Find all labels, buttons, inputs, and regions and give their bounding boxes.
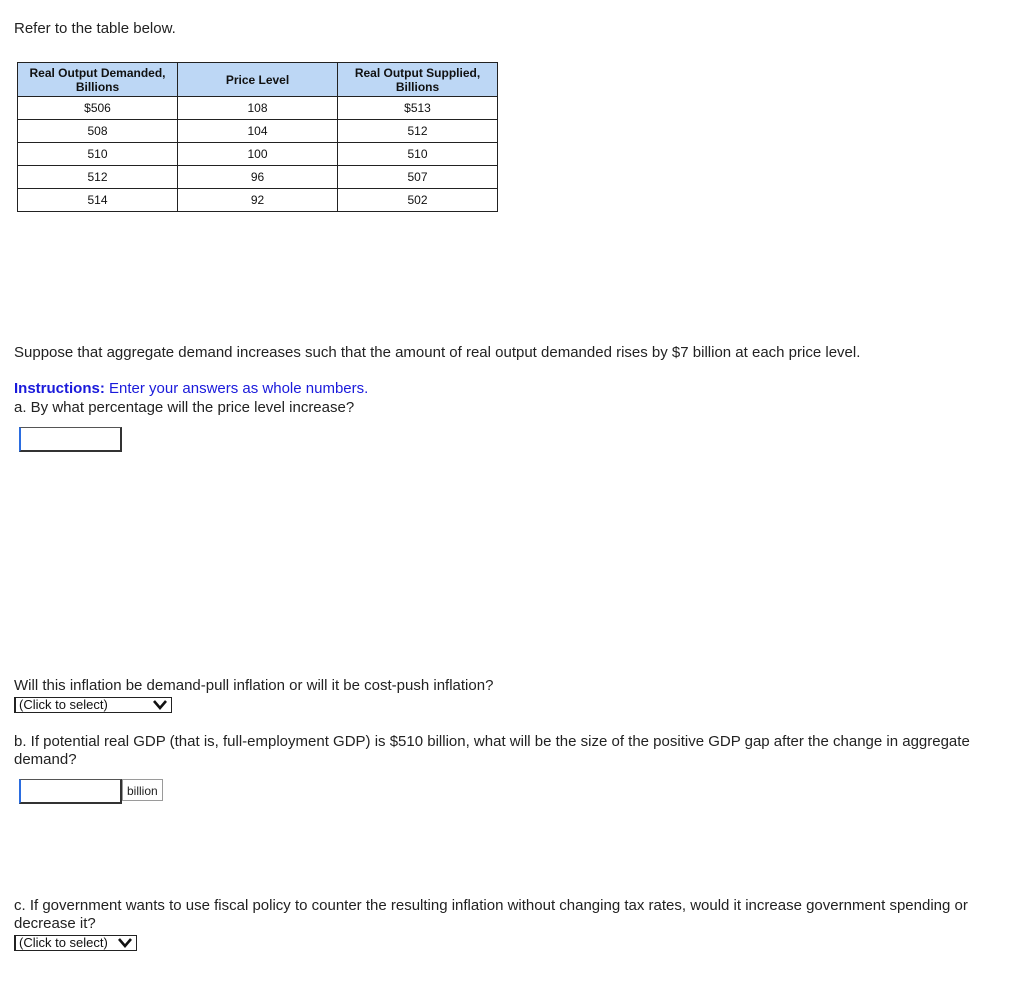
question-c: c. If government wants to use fiscal policy to counter the resulting inflation without changing tax rates, would it increase government spending or decrease it? — [14, 897, 968, 932]
billion-unit-label: billion — [122, 779, 163, 801]
table-cell: 96 — [178, 166, 338, 189]
spending-change-select[interactable] — [14, 935, 137, 951]
table-cell: 510 — [338, 143, 498, 166]
table-cell: 510 — [18, 143, 178, 166]
inflation-type-select[interactable] — [14, 697, 172, 713]
table-row — [18, 189, 498, 212]
table-cell: 512 — [338, 120, 498, 143]
instructions-text: Enter your answers as whole numbers. — [104, 380, 369, 397]
table-row — [18, 120, 498, 143]
table-cell: $513 — [338, 97, 498, 120]
table-cell: 100 — [178, 143, 338, 166]
table-header-row — [18, 63, 498, 97]
table-cell: $506 — [18, 97, 178, 120]
header-real-output-demanded: Real Output Demanded, Billions — [18, 63, 178, 97]
table-cell: 502 — [338, 189, 498, 212]
answer-b-input[interactable] — [19, 779, 122, 804]
table-cell: 92 — [178, 189, 338, 212]
chevron-down-icon — [118, 937, 132, 949]
spending-change-select-value: (Click to select) — [19, 935, 108, 950]
data-table — [17, 62, 498, 212]
answer-a-input[interactable] — [19, 427, 122, 452]
question-b: b. If potential real GDP (that is, full-employment GDP) is $510 billion, what will be the size of the positive GDP gap after the change in aggregate demand? — [14, 733, 970, 768]
table-cell: 512 — [18, 166, 178, 189]
table-cell: 514 — [18, 189, 178, 212]
inflation-type-select-value: (Click to select) — [19, 697, 108, 712]
header-real-output-supplied: Real Output Supplied, Billions — [338, 63, 498, 97]
table-row — [18, 143, 498, 166]
instructions — [14, 380, 368, 398]
table-cell: 507 — [338, 166, 498, 189]
table-cell: 508 — [18, 120, 178, 143]
intro-text: Refer to the table below. — [14, 20, 176, 37]
table-cell: 108 — [178, 97, 338, 120]
header-price-level: Price Level — [178, 63, 338, 97]
table-row — [18, 166, 498, 189]
chevron-down-icon — [153, 699, 167, 711]
question-a: a. By what percentage will the price level increase? — [14, 399, 355, 416]
instructions-label: Instructions: — [14, 380, 105, 397]
scenario-text: Suppose that aggregate demand increases such that the amount of real output demanded rises by $7 billion at each price level. — [14, 344, 861, 361]
question-inflation-type: Will this inflation be demand-pull inflation or will it be cost-push inflation? — [14, 677, 494, 694]
table-row — [18, 97, 498, 120]
table-cell: 104 — [178, 120, 338, 143]
